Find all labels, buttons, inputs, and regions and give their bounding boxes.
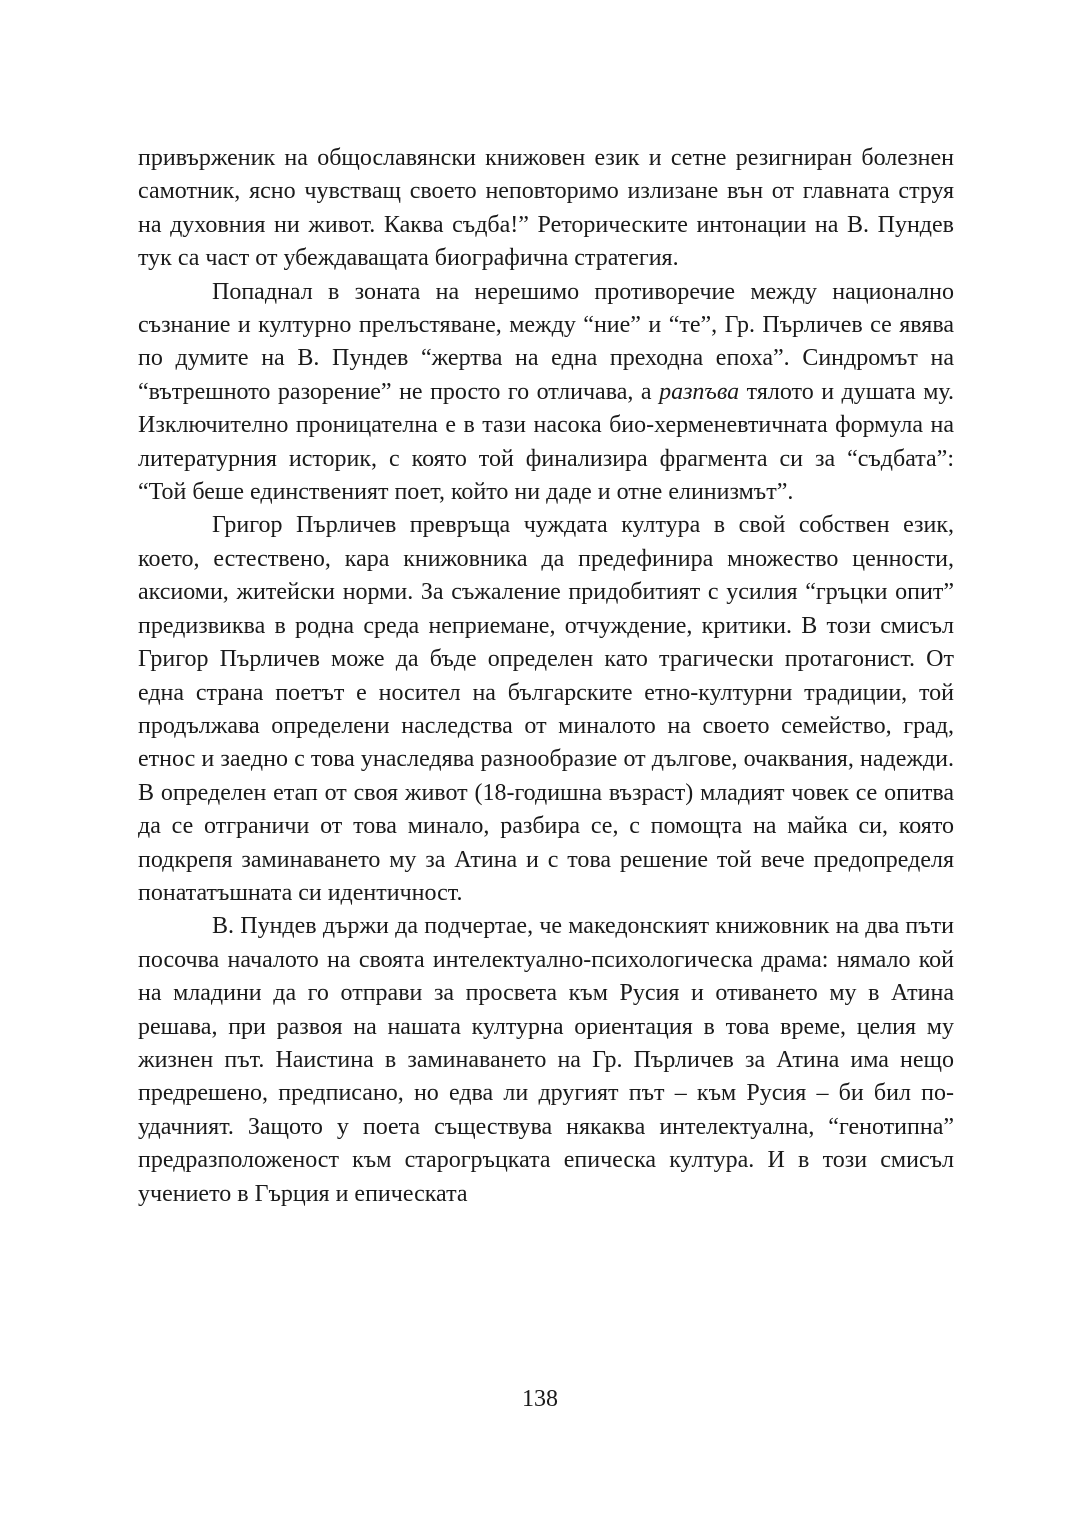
paragraph-1: привърженик на общославянски книжовен език и сетне резигниран болезнен самотник, ясно чувстващ своето неповторимо излизане вън от главната струя на духовния ни живот. Каква съдба!” Реторическите интонации на В. Пундев тук са част от убеждаващата биографична стратегия. xyxy=(138,145,954,272)
body-text xyxy=(138,142,954,1211)
paragraph-3: Григор Пърличев превръща чуждата култура в свой собствен език, което, естествено, кара книжовника да предефинира множество ценности, аксиоми, житейски норми. За съжаление придобитият с усилия “гръцки опит” предизвиква в родна среда неприемане, отчуждение, критики. В този смисъл Григор Пърличев може да бъде определен като трагически протагонист. От една страна поетът е носител на българските етно-културни традиции, той продължава определени наследства от миналото на своето семейство, град, етнос и заедно с това унаследява разнообразие от дългове, очаквания, надежди. В определен етап от своя живот (18-годишна възраст) младият човек се опитва да се отграничи от това минало, разбира се, с помощта на майка си, която подкрепя заминаването му за Атина и с това решение той вече предопределя понататъшната си идентичност. xyxy=(138,512,954,906)
paragraph-4: В. Пундев държи да подчертае, че македонският книжовник на два пъти посочва началото на своята интелектуално-психологическа драма: нямало кой на младини да го отправи за просвета към Русия и отиването му в Атина решава, при развоя на нашата културна ориентация в това време, целия му жизнен път. Наистина в заминаването на Гр. Пърличев за Атина има нещо предрешено, предписано, но едва ли другият път – към Русия – би бил по-удачният. Защото у поета съществува някаква интелектуална, “генотипна” предразположеност към старогръцката епическа култура. И в този смисъл учението в Гърция и епическата xyxy=(138,913,954,1207)
paragraph-2-before: Попаднал в зоната на нерешимо противоречие между национално съзнание и културно прелъстяване, между “ние” и “те”, Гр. Пърличев се явява по думите на В. Пундев “жертва на една преходна епоха”. Синдромът на “вътрешното разорение” не просто го отличава, а xyxy=(138,278,954,405)
paragraph-2-emphasis: разпъва xyxy=(659,378,740,405)
paragraph-2 xyxy=(138,276,954,510)
page-number: 138 xyxy=(522,1386,558,1412)
paragraph-2-after: тялото и душата му. Изключително проницателна е в тази насока био-херменевтичната формула на литературния историк, с която той финализира фрагмента си за “съдбата”: “Той беше единственият поет, който ни даде и отне елинизмът”. xyxy=(138,378,955,506)
